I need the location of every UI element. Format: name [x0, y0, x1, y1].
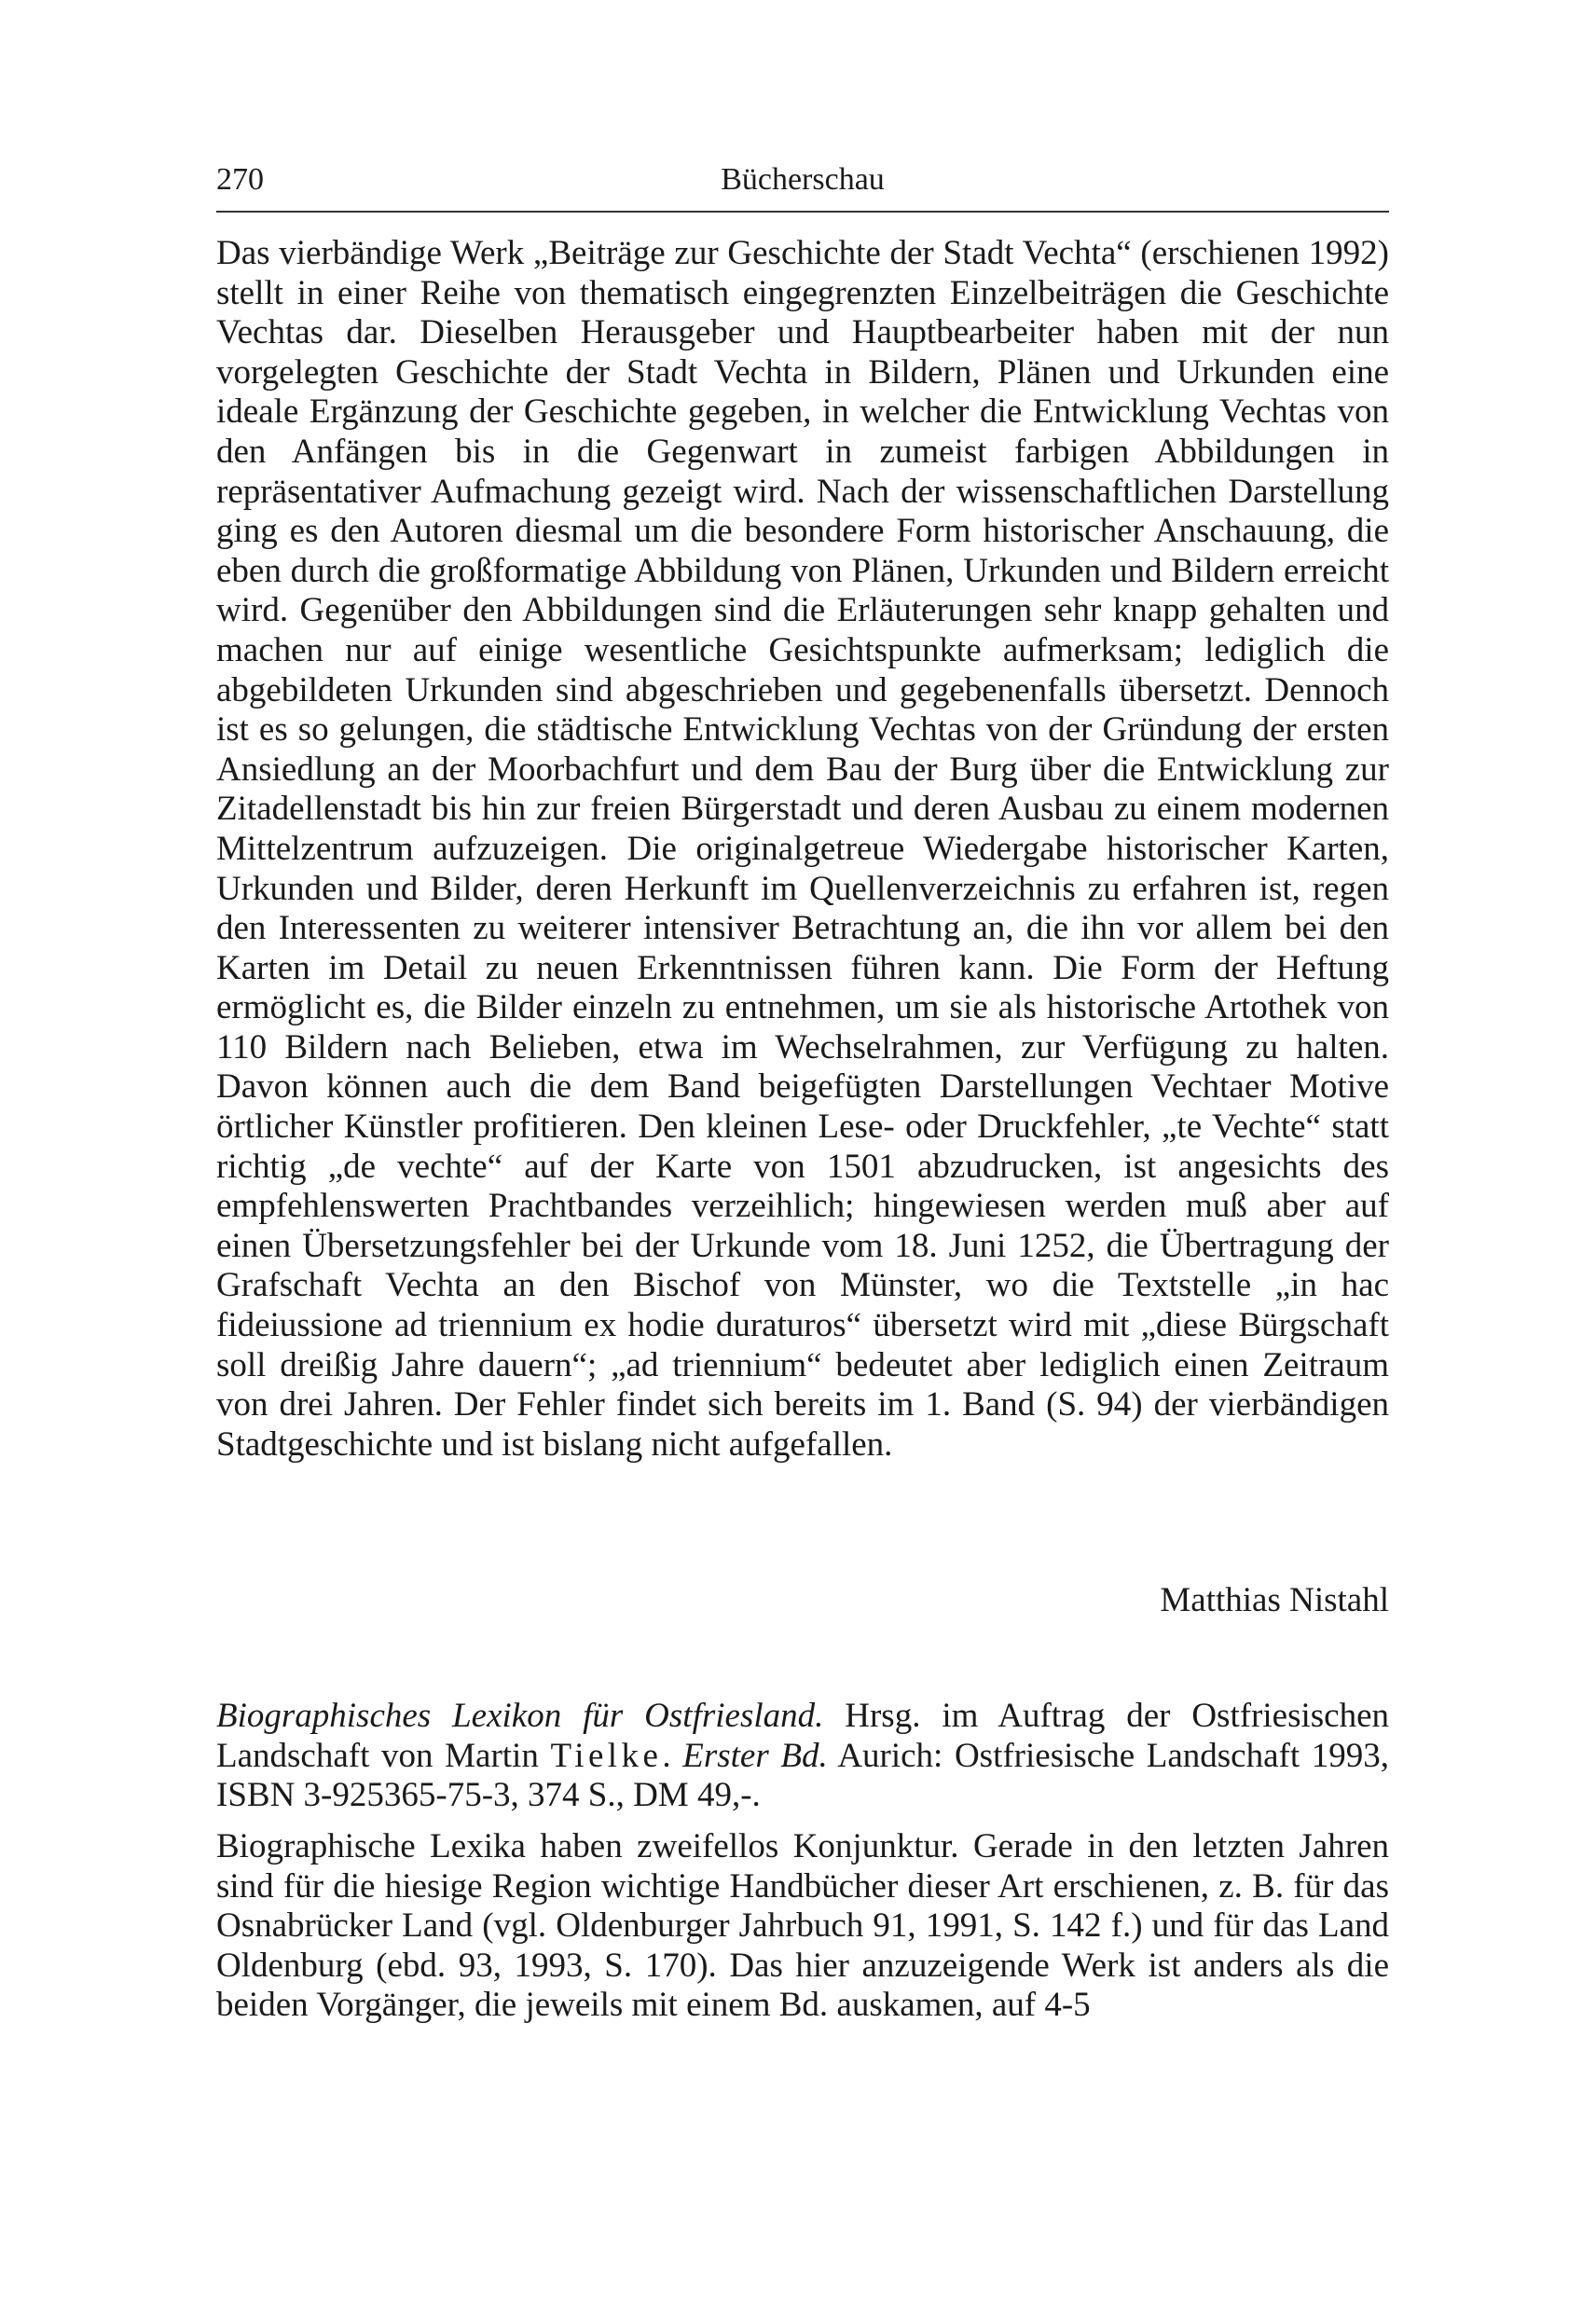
bibliographic-entry	[216, 1697, 1389, 1816]
book-page	[216, 0, 1389, 2312]
running-head	[216, 157, 1389, 203]
reviewer-signature: Matthias Nistahl	[1160, 1581, 1389, 1619]
page-number: 270	[216, 162, 264, 197]
book-editor: Tielke	[550, 1736, 663, 1775]
review-vechta-body: Das vierbändige Werk „Beiträge zur Geschichte der Stadt Vechta“ (erschienen 1992) stellt in einer Reihe von thematisch eingegrenzten Einzelbeiträgen die Geschichte Vechtas dar. Dieselben Herausgeber und Hauptbearbeiter haben mit der nun vorgelegten Geschichte der Stadt Vechta in Bildern, Plänen und Urkunden eine ideale Ergänzung der Geschichte gegeben, in welcher die Entwicklung Vechtas von den Anfängen bis in die Gegenwart in zumeist farbigen Abbildungen in repräsentativer Aufmachung gezeigt wird. Nach der wissenschaftlichen Darstellung ging es den Autoren diesmal um die besondere Form historischer Anschauung, die eben durch die großformatige Abbildung von Plänen, Urkunden und Bildern erreicht wird. Gegenüber den Abbildungen sind die Erläuterungen sehr knapp gehalten und machen nur auf einige wesentliche Gesichtspunkte aufmerksam; lediglich die abgebildeten Urkunden sind abgeschrieben und gegebenenfalls übersetzt. Dennoch ist es so gelungen, die städtische Entwicklung Vechtas von der Gründung der ersten Ansiedlung an der Moorbachfurt und dem Bau der Burg über die Entwicklung zur Zitadellenstadt bis hin zur freien Bürgerstadt und deren Ausbau zu einem modernen Mittelzentrum aufzuzeigen. Die originalgetreue Wiedergabe historischer Karten, Urkunden und Bilder, deren Herkunft im Quellenverzeichnis zu erfahren ist, regen den Interessenten zu weiterer intensiver Betrachtung an, die ihn vor allem bei den Karten im Detail zu neuen Erkenntnissen führen kann. Die Form der Heftung ermöglicht es, die Bilder einzeln zu entnehmen, um sie als historische Artothek von 110 Bildern nach Belieben, etwa im Wechselrahmen, zur Verfügung zu halten. Davon können auch die dem Band beigefügten Darstellungen Vechtaer Motive örtlicher Künstler profitieren. Den kleinen Lese- oder Druckfehler, „te Vechte“ statt richtig „de vechte“ auf der Karte von 1501 abzudrucken, ist angesichts des empfehlenswerten Prachtbandes verzeihlich; hingewiesen werden muß aber auf einen Übersetzungsfehler bei der Urkunde vom 18. Juni 1252, die Übertragung der Grafschaft Vechta an den Bischof von Münster, wo die Textstelle „in hac fideiussione ad triennium ex hodie duraturos“ übersetzt wird mit „diese Bürgschaft soll dreißig Jahre dauern“; „ad triennium“ bedeutet aber lediglich einen Zeitraum von drei Jahren. Der Fehler findet sich bereits im 1. Band (S. 94) der vierbändigen Stadtgeschichte und ist bislang nicht aufgefallen.	[216, 234, 1389, 1464]
book-title: Biographisches Lexikon für Ostfriesland.	[216, 1697, 824, 1735]
bibliographic-entry-text: Biographisches Lexikon für Ostfriesland. Hrsg. im Auftrag der Ostfriesischen Landschaft von Martin Tielke. Erster Bd. Aurich: Ostfriesische Landschaft 1993, ISBN 3-925365-75-3, 374 S., DM 49,-.	[216, 1697, 1390, 1815]
book-imprint: Aurich: Ostfriesische Landschaft 1993, ISBN 3-925365-75-3, 374 S., DM 49,-.	[216, 1736, 1390, 1815]
review-ostfriesland-body: Biographische Lexika haben zweifellos Konjunktur. Gerade in den letzten Jahren sind für die hiesige Region wichtige Handbücher dieser Art erschienen, z. B. für das Osnabrücker Land (vgl. Oldenburger Jahrbuch 91, 1991, S. 142 f.) und für das Land Oldenburg (ebd. 93, 1993, S. 170). Das hier anzuzeigende Werk ist anders als die beiden Vorgänger, die jeweils mit einem Bd. auskamen, auf 4-5	[216, 1827, 1389, 2025]
header-rule	[216, 211, 1389, 213]
running-title: Bücherschau	[721, 162, 885, 197]
review-vechta	[216, 234, 1389, 1465]
review-ostfriesland	[216, 1827, 1389, 2026]
book-volume: Erster Bd.	[682, 1736, 828, 1775]
book-commission: Hrsg. im Auftrag der Ostfriesischen Landschaft von Martin	[216, 1697, 1389, 1775]
